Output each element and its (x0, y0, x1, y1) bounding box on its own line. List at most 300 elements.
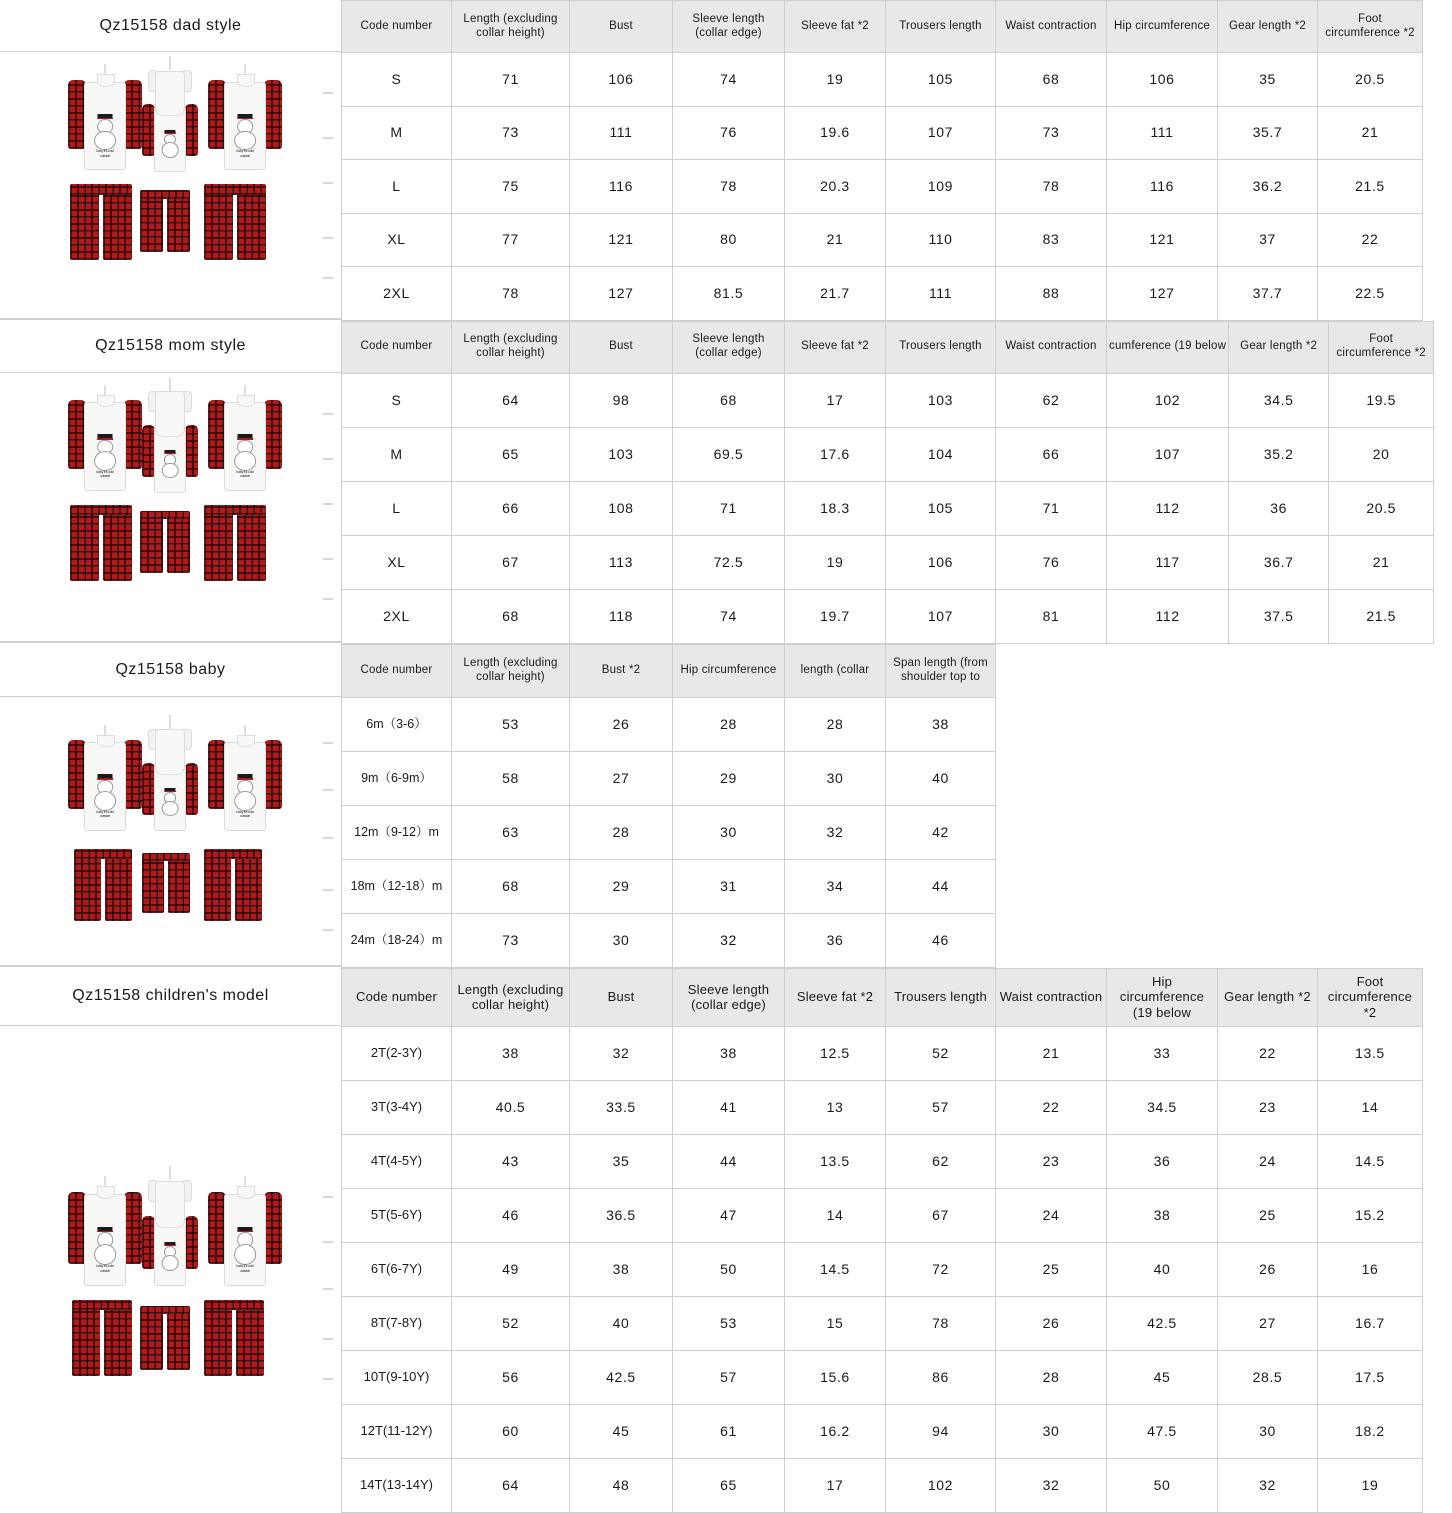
cell: 73 (452, 913, 570, 967)
table-row (342, 535, 1434, 589)
cell: 30 (1218, 1404, 1318, 1458)
cell: 40 (1107, 1242, 1218, 1296)
mom-header-6: Waist contraction (996, 321, 1107, 373)
shirt-dad (68, 74, 142, 170)
cell: 71 (452, 53, 570, 107)
cell (1318, 859, 1423, 913)
snowman-motif: baby it's cold outside (88, 769, 122, 819)
cell: 127 (570, 267, 673, 321)
cell: 78 (452, 267, 570, 321)
cell (996, 805, 1107, 859)
children-header-8: Gear length *2 (1218, 968, 1318, 1026)
rail-dot (323, 237, 333, 239)
cell: 113 (570, 535, 673, 589)
cell: 40.5 (452, 1080, 570, 1134)
snowman-motif: baby it's cold outside (88, 1222, 122, 1274)
cell: 77 (452, 213, 570, 267)
cell: 32 (996, 1458, 1107, 1512)
cell: 106 (570, 53, 673, 107)
snowman-motif (157, 784, 183, 821)
snowman-motif: baby it's cold outside (88, 429, 122, 479)
cell: 35 (1218, 53, 1318, 107)
cell: 24m（18-24）m (342, 913, 452, 967)
dad-title: Qz15158 dad style (99, 16, 242, 34)
cell: 27 (1218, 1296, 1318, 1350)
baby-header-1: Length (excluding collar height) (452, 644, 570, 697)
cell: 34 (785, 859, 886, 913)
baby-left-column (0, 644, 341, 967)
children-header-7: Hip circumference (19 below (1107, 968, 1218, 1026)
table-row (342, 859, 1423, 913)
cell: 107 (886, 589, 996, 643)
cell: 2T(2-3Y) (342, 1026, 452, 1080)
cell: 35 (570, 1134, 673, 1188)
cell: 68 (452, 859, 570, 913)
cell: 26 (570, 697, 673, 751)
pants-child (140, 511, 190, 573)
cell: 37.7 (1218, 267, 1318, 321)
cell: 14 (1318, 1080, 1423, 1134)
cell: 106 (1107, 53, 1218, 107)
baby-header-3: Hip circumference (673, 644, 785, 697)
baby-header-8 (1218, 644, 1318, 697)
mom-header-5: Trousers length (886, 321, 996, 373)
cell: 64 (452, 1458, 570, 1512)
cell: 21.7 (785, 267, 886, 321)
onesie-baby (148, 389, 192, 437)
cell: 20.3 (785, 160, 886, 214)
cell (996, 913, 1107, 967)
shirt-dad (68, 395, 142, 491)
onesie-baby (148, 1178, 192, 1228)
rail-dot (323, 458, 333, 460)
mom-left-column (0, 321, 341, 643)
cell: S (342, 53, 452, 107)
cell: 28 (996, 1350, 1107, 1404)
table-row (342, 373, 1434, 427)
cell: 14T(13-14Y) (342, 1458, 452, 1512)
cell: 66 (996, 427, 1107, 481)
cell: 15 (785, 1296, 886, 1350)
cell: 17 (785, 1458, 886, 1512)
cell: 45 (570, 1404, 673, 1458)
table-row (342, 589, 1434, 643)
family-pajama-illustration-dad (0, 52, 341, 318)
cell: 103 (886, 373, 996, 427)
cell: 110 (886, 213, 996, 267)
cell: 65 (673, 1458, 785, 1512)
cell: 33.5 (570, 1080, 673, 1134)
cell: 30 (785, 751, 886, 805)
cell: 109 (886, 160, 996, 214)
cell: 74 (673, 589, 785, 643)
table-row (342, 106, 1423, 160)
cell: 45 (1107, 1350, 1218, 1404)
table-row (342, 160, 1423, 214)
cell: 18.2 (1318, 1404, 1423, 1458)
table-row (342, 751, 1423, 805)
cell: 52 (886, 1026, 996, 1080)
cell: 42.5 (1107, 1296, 1218, 1350)
cell (996, 751, 1107, 805)
table-row (342, 53, 1423, 107)
cell: 37.5 (1229, 589, 1329, 643)
cell: 76 (996, 535, 1107, 589)
cell: 83 (996, 213, 1107, 267)
cell: 15.2 (1318, 1188, 1423, 1242)
cell: 68 (452, 589, 570, 643)
table-row (342, 1458, 1423, 1512)
cell: 38 (1107, 1188, 1218, 1242)
cell: 111 (886, 267, 996, 321)
pants-mom (204, 505, 266, 581)
table-row (342, 213, 1423, 267)
mom-header-1: Length (excluding collar height) (452, 321, 570, 373)
cell: 80 (673, 213, 785, 267)
cell: 69.5 (673, 427, 785, 481)
cell: 68 (996, 53, 1107, 107)
cell: 57 (673, 1350, 785, 1404)
cell (1218, 805, 1318, 859)
size-table-mom (341, 321, 1434, 644)
cell: 38 (452, 1026, 570, 1080)
cell: 36.7 (1229, 535, 1329, 589)
mom-title-cell (0, 321, 341, 373)
table-row (342, 1350, 1423, 1404)
rail-dot (323, 1288, 333, 1290)
cell: 21.5 (1329, 589, 1434, 643)
section-dad (0, 0, 1452, 321)
pants-child (142, 853, 190, 913)
size-table-baby (341, 644, 1423, 968)
cell: 28 (570, 805, 673, 859)
cell: 121 (570, 213, 673, 267)
children-header-3: Sleeve length (collar edge) (673, 968, 785, 1026)
baby-header-0: Code number (342, 644, 452, 697)
snowman-motif: baby it's cold outside (88, 109, 122, 159)
cell (1218, 751, 1318, 805)
children-header-6: Waist contraction (996, 968, 1107, 1026)
pants-child (140, 1306, 190, 1370)
cell: 50 (1107, 1458, 1218, 1512)
cell: 65 (452, 427, 570, 481)
cell (1218, 697, 1318, 751)
cell: 19 (785, 53, 886, 107)
cell: 30 (570, 913, 673, 967)
cell: 44 (886, 859, 996, 913)
cell: 32 (1218, 1458, 1318, 1512)
cell: 20 (1329, 427, 1434, 481)
cell: 50 (673, 1242, 785, 1296)
cell: 25 (996, 1242, 1107, 1296)
cell: 5T(5-6Y) (342, 1188, 452, 1242)
cell: 40 (886, 751, 996, 805)
cell: 74 (673, 53, 785, 107)
cell: 23 (1218, 1080, 1318, 1134)
cell: 14 (785, 1188, 886, 1242)
cell: 58 (452, 751, 570, 805)
rail-dot (323, 789, 333, 791)
shirt-mom (208, 735, 282, 831)
cell: 107 (886, 106, 996, 160)
cell: 16.7 (1318, 1296, 1423, 1350)
cell: 14.5 (1318, 1134, 1423, 1188)
cell: 103 (570, 427, 673, 481)
children-header-1: Length (excluding collar height) (452, 968, 570, 1026)
cell: 34.5 (1229, 373, 1329, 427)
cell: M (342, 427, 452, 481)
mom-header-9: Foot circumference *2 (1329, 321, 1434, 373)
cell: 81.5 (673, 267, 785, 321)
cell: 106 (886, 535, 996, 589)
cell: 36.5 (570, 1188, 673, 1242)
cell: 2XL (342, 589, 452, 643)
cell: 31 (673, 859, 785, 913)
cell: 64 (452, 373, 570, 427)
shirt-dad (68, 1186, 142, 1286)
children-title-cell (0, 968, 341, 1026)
cell: 33 (1107, 1026, 1218, 1080)
rail-dot (323, 1196, 333, 1198)
rail-dot (323, 929, 333, 931)
mom-image-cell (0, 373, 341, 642)
cell: 36 (1107, 1134, 1218, 1188)
family-pajama-illustration-children (0, 1026, 341, 1503)
cell: 117 (1107, 535, 1229, 589)
cell: 13.5 (1318, 1026, 1423, 1080)
pants-dad (74, 849, 132, 921)
mom-header-4: Sleeve fat *2 (785, 321, 886, 373)
cell (1107, 697, 1218, 751)
dad-header-2: Bust (570, 1, 673, 53)
cell: 73 (996, 106, 1107, 160)
cell: 19.6 (785, 106, 886, 160)
cell: 67 (886, 1188, 996, 1242)
table-row (342, 913, 1423, 967)
cell: 38 (886, 697, 996, 751)
baby-image-cell (0, 697, 341, 966)
snowman-motif: baby it's cold outside (228, 429, 262, 479)
cell: 19.7 (785, 589, 886, 643)
cell: 28.5 (1218, 1350, 1318, 1404)
cell: L (342, 160, 452, 214)
cell: 19 (785, 535, 886, 589)
cell: 98 (570, 373, 673, 427)
cell: 29 (673, 751, 785, 805)
rail-dot (323, 503, 333, 505)
cell: 19.5 (1329, 373, 1434, 427)
baby-header-9 (1318, 644, 1423, 697)
cell: 44 (673, 1134, 785, 1188)
rail-dot (323, 837, 333, 839)
cell: 71 (673, 481, 785, 535)
pants-mom (204, 849, 262, 921)
cell: 108 (570, 481, 673, 535)
table-row (342, 1188, 1423, 1242)
size-table-children (341, 968, 1423, 1513)
cell: 20.5 (1318, 53, 1423, 107)
cell: 9m（6-9m） (342, 751, 452, 805)
cell: 22 (1318, 213, 1423, 267)
cell: 73 (452, 106, 570, 160)
cell: 21 (1329, 535, 1434, 589)
snowman-motif (157, 126, 183, 163)
table-row (342, 697, 1423, 751)
pants-mom (204, 1300, 264, 1376)
cell: 2XL (342, 267, 452, 321)
cell: 16 (1318, 1242, 1423, 1296)
children-header-0: Code number (342, 968, 452, 1026)
cell: 36.2 (1218, 160, 1318, 214)
onesie-baby (148, 68, 192, 116)
cell: 67 (452, 535, 570, 589)
cell: 127 (1107, 267, 1218, 321)
mom-title: Qz15158 mom style (95, 337, 246, 354)
cell: 46 (452, 1188, 570, 1242)
shirt-mom (208, 395, 282, 491)
cell: 102 (1107, 373, 1229, 427)
cell: 53 (452, 697, 570, 751)
table-row (342, 481, 1434, 535)
cell: 49 (452, 1242, 570, 1296)
cell: 29 (570, 859, 673, 913)
cell: 48 (570, 1458, 673, 1512)
cell: 47.5 (1107, 1404, 1218, 1458)
pants-dad (72, 1300, 132, 1376)
rail-dot (323, 92, 333, 94)
mom-header-2: Bust (570, 321, 673, 373)
cell (1218, 913, 1318, 967)
cell: 24 (996, 1188, 1107, 1242)
cell: 42 (886, 805, 996, 859)
cell: 22 (1218, 1026, 1318, 1080)
cell (1318, 751, 1423, 805)
cell: 6m（3-6） (342, 697, 452, 751)
snowman-motif (157, 446, 183, 483)
rail-dot (323, 413, 333, 415)
size-table-dad (341, 0, 1423, 321)
table-row (342, 427, 1434, 481)
onesie-baby (148, 727, 192, 775)
pants-mom (204, 184, 266, 260)
mom-header-0: Code number (342, 321, 452, 373)
dad-header-7: Hip circumference (1107, 1, 1218, 53)
pants-child (140, 190, 190, 252)
cell: 17.5 (1318, 1350, 1423, 1404)
shirt-dad (68, 735, 142, 831)
dad-title-cell (0, 0, 341, 52)
baby-title-cell (0, 644, 341, 697)
baby-header-5: Span length (from shoulder top to (886, 644, 996, 697)
rail-dot (323, 277, 333, 279)
cell: 26 (1218, 1242, 1318, 1296)
cell: XL (342, 535, 452, 589)
section-mom (0, 321, 1452, 644)
cell: 63 (452, 805, 570, 859)
snowman-motif: baby it's cold outside (228, 1222, 262, 1274)
cell: 81 (996, 589, 1107, 643)
rail-dot (323, 889, 333, 891)
cell: 111 (570, 106, 673, 160)
shirt-mom (208, 1186, 282, 1286)
cell: 78 (996, 160, 1107, 214)
cell: 26 (996, 1296, 1107, 1350)
dad-header-3: Sleeve length (collar edge) (673, 1, 785, 53)
rail-dot (323, 1378, 333, 1380)
snowman-motif: baby it's cold outside (228, 769, 262, 819)
cell: 76 (673, 106, 785, 160)
cell: 15.6 (785, 1350, 886, 1404)
baby-header-6 (996, 644, 1107, 697)
rail-dot (323, 1338, 333, 1340)
cell: 16.2 (785, 1404, 886, 1458)
cell: 62 (996, 373, 1107, 427)
cell: 21 (996, 1026, 1107, 1080)
cell: XL (342, 213, 452, 267)
cell: 22.5 (1318, 267, 1423, 321)
dad-header-9: Foot circumference *2 (1318, 1, 1423, 53)
table-row (342, 1242, 1423, 1296)
baby-header-2: Bust *2 (570, 644, 673, 697)
cell: 14.5 (785, 1242, 886, 1296)
cell: 56 (452, 1350, 570, 1404)
cell: 104 (886, 427, 996, 481)
cell: 36 (785, 913, 886, 967)
cell: 32 (673, 913, 785, 967)
dad-header-6: Waist contraction (996, 1, 1107, 53)
children-title: Qz15158 children's model (72, 987, 269, 1004)
mom-header-8: Gear length *2 (1229, 321, 1329, 373)
cell: 105 (886, 53, 996, 107)
cell: 12.5 (785, 1026, 886, 1080)
cell: 102 (886, 1458, 996, 1512)
cell: 30 (996, 1404, 1107, 1458)
cell: 34.5 (1107, 1080, 1218, 1134)
pants-dad (70, 505, 132, 581)
cell: 18.3 (785, 481, 886, 535)
cell: 36 (1229, 481, 1329, 535)
cell: 57 (886, 1080, 996, 1134)
cell: 12T(11-12Y) (342, 1404, 452, 1458)
cell: 28 (673, 697, 785, 751)
cell: 13.5 (785, 1134, 886, 1188)
table-row (342, 1134, 1423, 1188)
dad-header-1: Length (excluding collar height) (452, 1, 570, 53)
cell: S (342, 373, 452, 427)
mom-header-3: Sleeve length (collar edge) (673, 321, 785, 373)
family-pajama-illustration-baby (0, 697, 341, 965)
cell (1107, 913, 1218, 967)
cell: 21 (1318, 106, 1423, 160)
table-row (342, 805, 1423, 859)
cell: 19 (1318, 1458, 1423, 1512)
cell: L (342, 481, 452, 535)
cell: 47 (673, 1188, 785, 1242)
dad-header-5: Trousers length (886, 1, 996, 53)
cell: 20.5 (1329, 481, 1434, 535)
cell: 30 (673, 805, 785, 859)
mom-header-7: cumference (19 below (1107, 321, 1229, 373)
cell: 13 (785, 1080, 886, 1134)
cell: 112 (1107, 589, 1229, 643)
cell: 107 (1107, 427, 1229, 481)
baby-title: Qz15158 baby (115, 660, 226, 678)
dad-header-4: Sleeve fat *2 (785, 1, 886, 53)
cell: 10T(9-10Y) (342, 1350, 452, 1404)
cell: 32 (785, 805, 886, 859)
cell: 111 (1107, 106, 1218, 160)
table-row (342, 1404, 1423, 1458)
